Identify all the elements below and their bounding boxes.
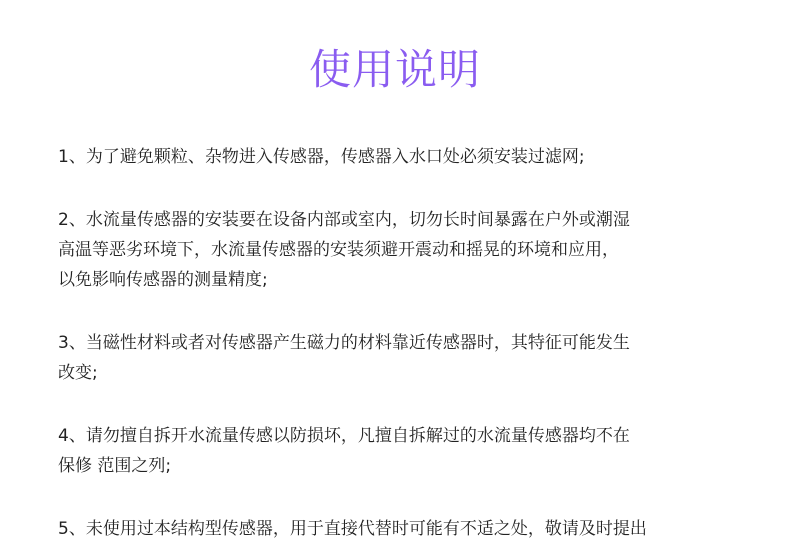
instruction-item-3: [58, 328, 748, 388]
instruction-line: 保修 范围之列;: [58, 456, 172, 476]
instruction-item-5: [58, 514, 748, 544]
instruction-line: 高温等恶劣环境下，水流量传感器的安装须避开震动和摇晃的环境和应用，: [58, 240, 619, 260]
instruction-line: 2、水流量传感器的安装要在设备内部或室内，切勿长时间暴露在户外或潮湿: [58, 210, 630, 230]
instruction-line: 以免影响传感器的测量精度;: [58, 270, 268, 290]
instructions-list: [58, 142, 748, 558]
instruction-item-4: [58, 421, 748, 481]
instruction-item-2: [58, 205, 748, 295]
instruction-line: 1、为了避免颗粒、杂物进入传感器，传感器入水口处必须安装过滤网;: [58, 147, 585, 167]
page-title: 使用说明: [308, 45, 481, 94]
instruction-item-1: [58, 142, 748, 172]
instruction-line: 改变;: [58, 363, 98, 383]
instruction-line: 5、未使用过本结构型传感器，用于直接代替时可能有不适之处，敬请及时提出: [58, 519, 647, 539]
instruction-line: 3、当磁性材料或者对传感器产生磁力的材料靠近传感器时，其特征可能发生: [58, 333, 630, 353]
instruction-line: 4、请勿擅自拆开水流量传感以防损坏，凡擅自拆解过的水流量传感器均不在: [58, 426, 630, 446]
